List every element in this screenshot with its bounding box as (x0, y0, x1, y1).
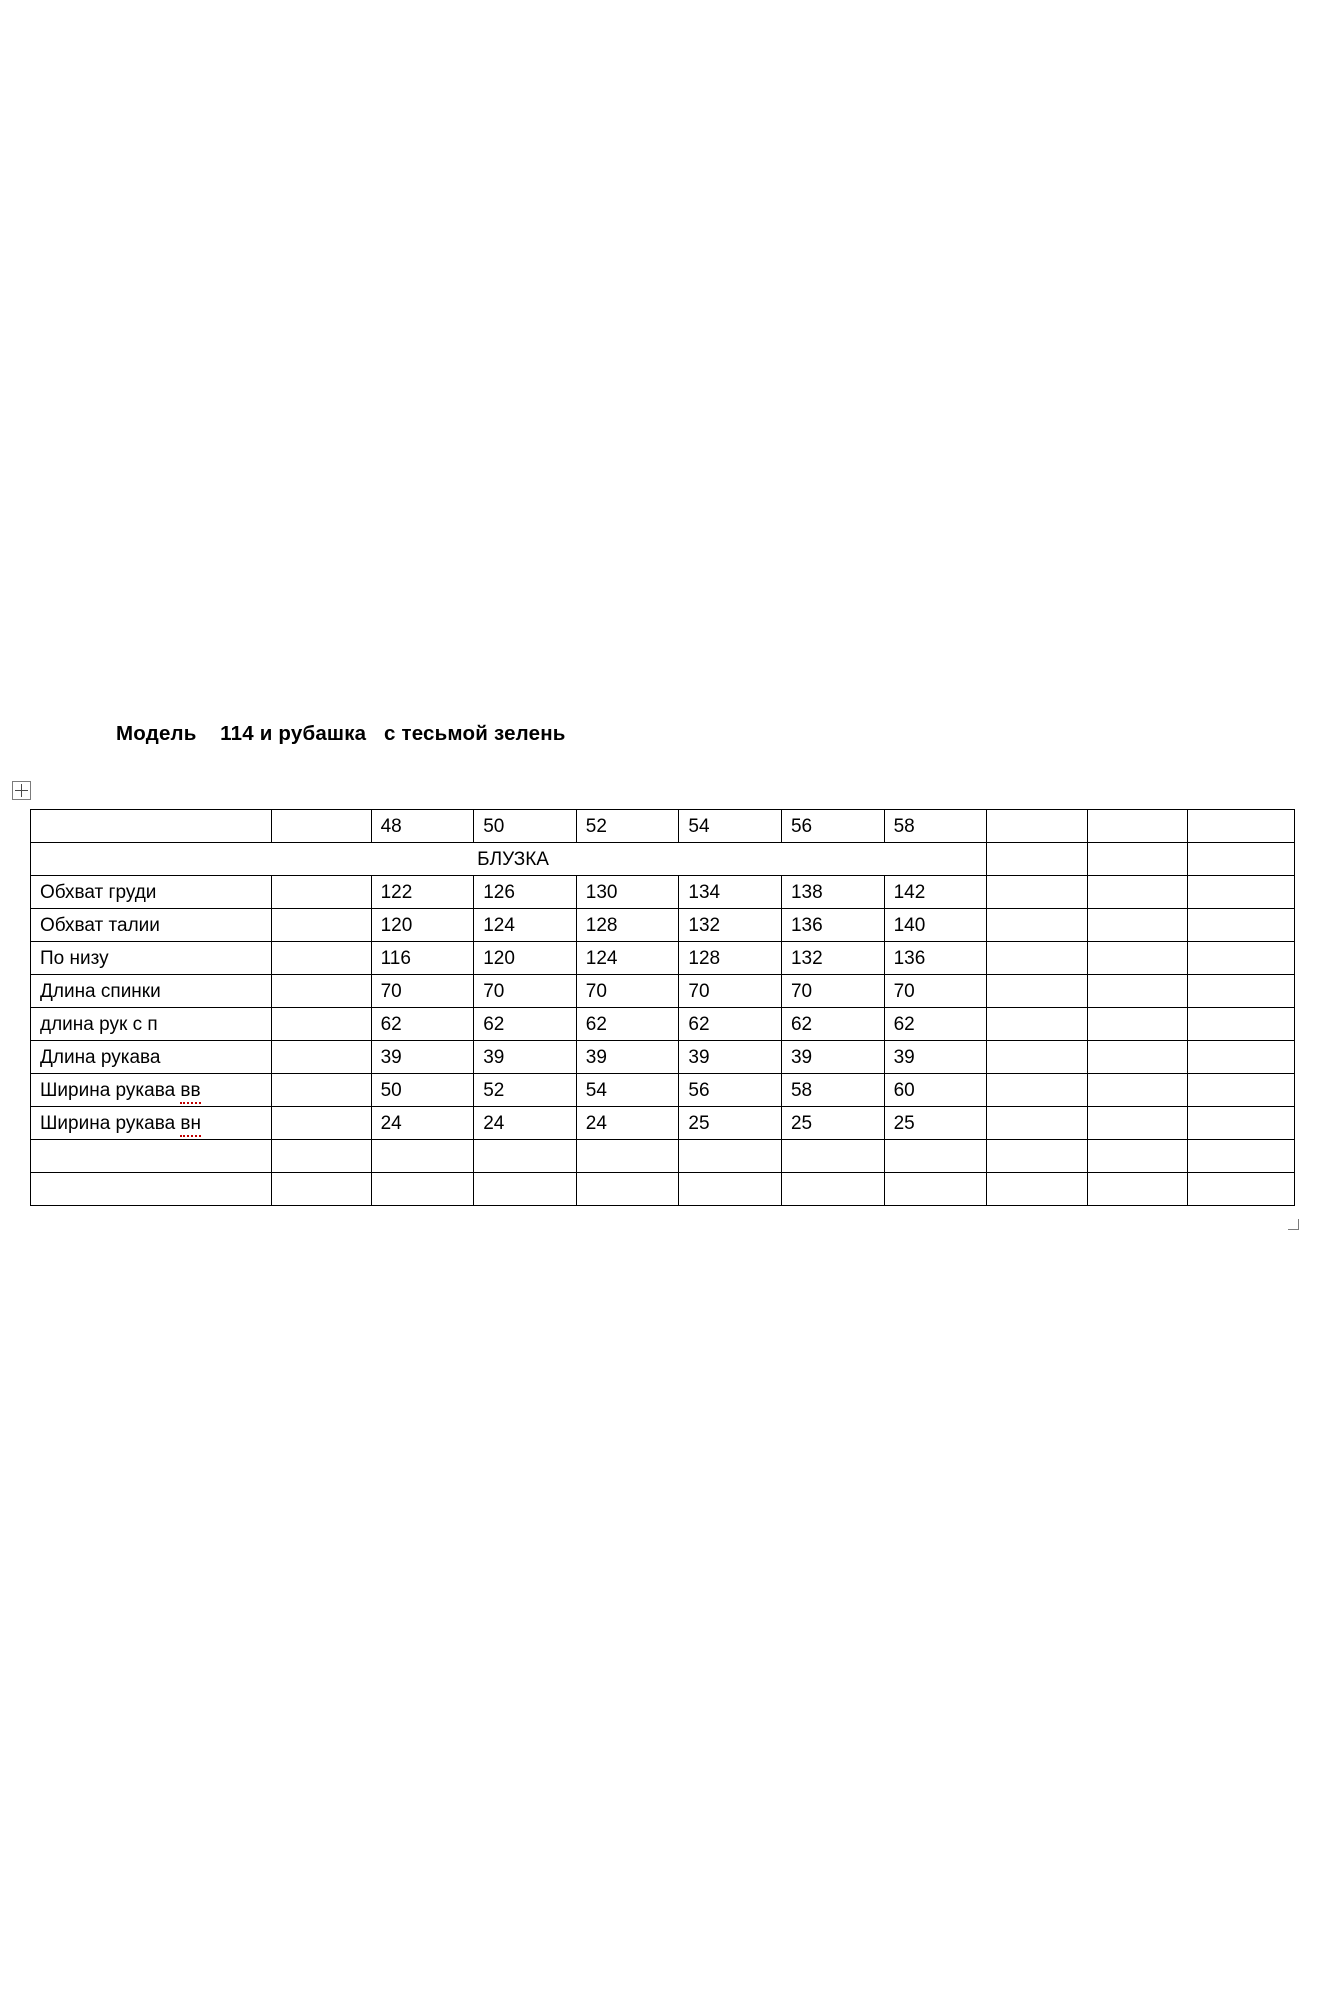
row-label-misspelled: вн (180, 1113, 201, 1137)
row-extra-3 (1188, 1140, 1295, 1173)
table-row (31, 1074, 1295, 1107)
row-blank (272, 1107, 372, 1140)
row-extra-1 (987, 1008, 1088, 1041)
row-value-54: 134 (679, 876, 782, 909)
row-label: По низу (31, 942, 272, 975)
row-extra-2 (1087, 876, 1188, 909)
row-value-48 (371, 1140, 474, 1173)
row-label: Обхват талии (31, 909, 272, 942)
row-value-58: 62 (884, 1008, 987, 1041)
row-value-52: 128 (576, 909, 679, 942)
row-extra-3 (1188, 1008, 1295, 1041)
row-value-56: 62 (781, 1008, 884, 1041)
row-value-58: 39 (884, 1041, 987, 1074)
row-label-text: Ширина рукава (40, 1112, 181, 1134)
header-cell-extra-1 (987, 810, 1088, 843)
row-label (31, 1173, 272, 1206)
row-value-50: 70 (474, 975, 577, 1008)
header-cell-blank (272, 810, 372, 843)
row-value-58: 140 (884, 909, 987, 942)
row-value-50 (474, 1173, 577, 1206)
row-value-48: 122 (371, 876, 474, 909)
row-value-50: 39 (474, 1041, 577, 1074)
row-label-misspelled: вв (180, 1080, 200, 1104)
row-label (31, 1107, 272, 1140)
row-blank (272, 909, 372, 942)
header-cell-label (31, 810, 272, 843)
row-value-50: 120 (474, 942, 577, 975)
row-label: Обхват груди (31, 876, 272, 909)
row-value-52: 54 (576, 1074, 679, 1107)
row-extra-3 (1188, 1107, 1295, 1140)
row-extra-3 (1188, 1173, 1295, 1206)
row-value-48: 50 (371, 1074, 474, 1107)
row-value-48: 70 (371, 975, 474, 1008)
header-cell-size-58: 58 (884, 810, 987, 843)
row-extra-2 (1087, 1107, 1188, 1140)
row-value-58: 25 (884, 1107, 987, 1140)
row-value-50 (474, 1140, 577, 1173)
row-label: Длина спинки (31, 975, 272, 1008)
row-value-58: 70 (884, 975, 987, 1008)
row-value-56: 39 (781, 1041, 884, 1074)
row-extra-1 (987, 1074, 1088, 1107)
row-value-52 (576, 1140, 679, 1173)
row-value-56: 25 (781, 1107, 884, 1140)
row-value-54: 25 (679, 1107, 782, 1140)
row-label: длина рук с п (31, 1008, 272, 1041)
section-extra-2 (1087, 843, 1188, 876)
row-value-52: 24 (576, 1107, 679, 1140)
table-row (31, 1041, 1295, 1074)
table-row (31, 1140, 1295, 1173)
row-blank (272, 975, 372, 1008)
table-row (31, 1107, 1295, 1140)
row-value-54 (679, 1173, 782, 1206)
row-value-54: 132 (679, 909, 782, 942)
section-extra-1 (987, 843, 1088, 876)
row-extra-2 (1087, 942, 1188, 975)
row-value-52 (576, 1173, 679, 1206)
row-value-48 (371, 1173, 474, 1206)
row-value-56: 136 (781, 909, 884, 942)
row-extra-2 (1087, 975, 1188, 1008)
row-value-56: 138 (781, 876, 884, 909)
row-extra-3 (1188, 975, 1295, 1008)
header-cell-extra-3 (1188, 810, 1295, 843)
table-resize-handle-icon[interactable] (1288, 1219, 1299, 1230)
row-value-54 (679, 1140, 782, 1173)
row-extra-3 (1188, 1041, 1295, 1074)
row-value-50: 124 (474, 909, 577, 942)
header-cell-size-56: 56 (781, 810, 884, 843)
row-value-50: 52 (474, 1074, 577, 1107)
row-value-52: 70 (576, 975, 679, 1008)
header-cell-size-50: 50 (474, 810, 577, 843)
row-extra-2 (1087, 909, 1188, 942)
row-value-54: 56 (679, 1074, 782, 1107)
header-cell-size-52: 52 (576, 810, 679, 843)
header-cell-size-54: 54 (679, 810, 782, 843)
table-row (31, 909, 1295, 942)
row-value-48: 39 (371, 1041, 474, 1074)
row-blank (272, 876, 372, 909)
row-extra-1 (987, 975, 1088, 1008)
row-extra-1 (987, 1107, 1088, 1140)
row-value-54: 128 (679, 942, 782, 975)
table-row (31, 1008, 1295, 1041)
row-blank (272, 1173, 372, 1206)
table-row (31, 876, 1295, 909)
row-value-48: 116 (371, 942, 474, 975)
row-blank (272, 942, 372, 975)
row-value-56: 70 (781, 975, 884, 1008)
row-value-50: 62 (474, 1008, 577, 1041)
header-cell-extra-2 (1087, 810, 1188, 843)
row-value-50: 24 (474, 1107, 577, 1140)
measurements-table (30, 809, 1295, 1206)
row-value-56 (781, 1173, 884, 1206)
row-label (31, 1074, 272, 1107)
row-extra-3 (1188, 1074, 1295, 1107)
row-value-48: 24 (371, 1107, 474, 1140)
row-extra-1 (987, 909, 1088, 942)
row-value-58 (884, 1140, 987, 1173)
row-blank (272, 1008, 372, 1041)
row-extra-3 (1188, 942, 1295, 975)
section-extra-3 (1188, 843, 1295, 876)
row-value-58: 142 (884, 876, 987, 909)
row-value-58 (884, 1173, 987, 1206)
row-extra-1 (987, 1041, 1088, 1074)
row-value-52: 39 (576, 1041, 679, 1074)
row-value-54: 70 (679, 975, 782, 1008)
row-extra-2 (1087, 1074, 1188, 1107)
table-row (31, 1173, 1295, 1206)
row-value-58: 136 (884, 942, 987, 975)
row-extra-2 (1087, 1008, 1188, 1041)
row-label (31, 1140, 272, 1173)
section-title-cell: БЛУЗКА (31, 843, 987, 876)
row-value-52: 62 (576, 1008, 679, 1041)
row-value-48: 120 (371, 909, 474, 942)
row-value-50: 126 (474, 876, 577, 909)
row-extra-1 (987, 1173, 1088, 1206)
row-value-54: 39 (679, 1041, 782, 1074)
table-header-row (31, 810, 1295, 843)
row-extra-3 (1188, 876, 1295, 909)
row-extra-1 (987, 876, 1088, 909)
row-label: Длина рукава (31, 1041, 272, 1074)
row-value-56: 58 (781, 1074, 884, 1107)
row-value-54: 62 (679, 1008, 782, 1041)
row-extra-3 (1188, 909, 1295, 942)
row-value-56 (781, 1140, 884, 1173)
table-row (31, 975, 1295, 1008)
row-extra-1 (987, 1140, 1088, 1173)
table-row (31, 942, 1295, 975)
row-extra-1 (987, 942, 1088, 975)
row-label-text: Ширина рукава (40, 1079, 181, 1101)
row-blank (272, 1074, 372, 1107)
header-cell-size-48: 48 (371, 810, 474, 843)
row-extra-2 (1087, 1041, 1188, 1074)
row-value-58: 60 (884, 1074, 987, 1107)
row-value-56: 132 (781, 942, 884, 975)
table-section-row (31, 843, 1295, 876)
row-blank (272, 1041, 372, 1074)
page-title: Модель 114 и рубашка с тесьмой зелень (116, 722, 566, 745)
row-value-52: 124 (576, 942, 679, 975)
row-extra-2 (1087, 1173, 1188, 1206)
row-blank (272, 1140, 372, 1173)
row-extra-2 (1087, 1140, 1188, 1173)
row-value-48: 62 (371, 1008, 474, 1041)
table-move-handle-icon[interactable] (12, 781, 31, 800)
row-value-52: 130 (576, 876, 679, 909)
